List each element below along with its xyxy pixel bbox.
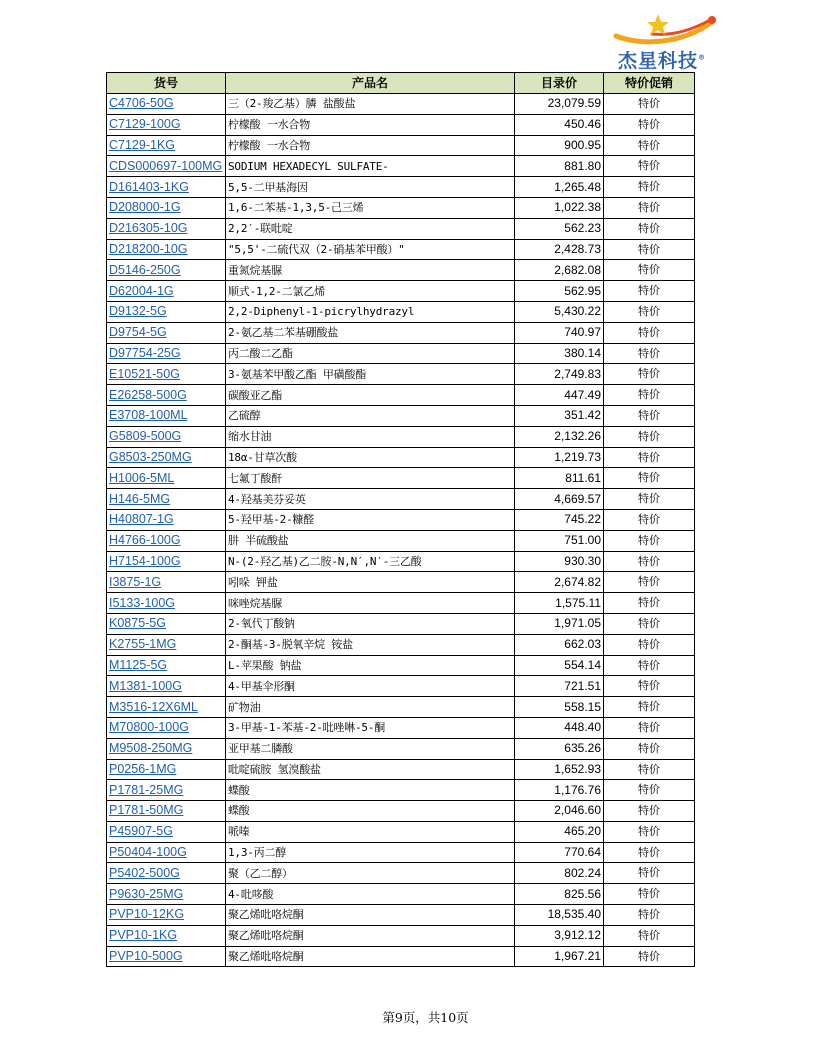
catalog-price: 721.51: [515, 676, 604, 697]
catalog-price: 1,967.21: [515, 946, 604, 967]
product-code-link[interactable]: D97754-25G: [107, 343, 226, 364]
table-row: [107, 281, 695, 302]
catalog-price: 881.80: [515, 156, 604, 177]
product-code-link[interactable]: H7154-100G: [107, 551, 226, 572]
catalog-price: 2,674.82: [515, 572, 604, 593]
table-row: [107, 489, 695, 510]
promotion-label: 特价: [604, 946, 695, 967]
catalog-price: 4,669.57: [515, 489, 604, 510]
product-name: 蝶酸: [226, 801, 515, 822]
promotion-label: 特价: [604, 842, 695, 863]
product-code-link[interactable]: E10521-50G: [107, 364, 226, 385]
promotion-label: 特价: [604, 530, 695, 551]
promotion-label: 特价: [604, 135, 695, 156]
table-row: [107, 551, 695, 572]
catalog-price: 751.00: [515, 530, 604, 551]
product-code-link[interactable]: M9508-250MG: [107, 738, 226, 759]
promotion-label: 特价: [604, 405, 695, 426]
table-row: [107, 613, 695, 634]
product-name: 矿物油: [226, 697, 515, 718]
promotion-label: 特价: [604, 863, 695, 884]
table-row: [107, 697, 695, 718]
logo-swoosh-icon: [612, 8, 722, 48]
product-code-link[interactable]: E26258-500G: [107, 385, 226, 406]
catalog-price: 2,682.08: [515, 260, 604, 281]
product-name: 丙二酸二乙酯: [226, 343, 515, 364]
product-code-link[interactable]: D218200-10G: [107, 239, 226, 260]
catalog-price: 1,265.48: [515, 177, 604, 198]
product-code-link[interactable]: PVP10-1KG: [107, 925, 226, 946]
promotion-label: 特价: [604, 322, 695, 343]
product-code-link[interactable]: G8503-250MG: [107, 447, 226, 468]
promotion-label: 特价: [604, 343, 695, 364]
product-name: 2,2-Diphenyl-1-picrylhydrazyl: [226, 301, 515, 322]
promotion-label: 特价: [604, 655, 695, 676]
promotion-label: 特价: [604, 738, 695, 759]
promotion-label: 特价: [604, 717, 695, 738]
header-promotion: 特价促销: [604, 73, 695, 94]
promotion-label: 特价: [604, 468, 695, 489]
product-name: 肼 半硫酸盐: [226, 530, 515, 551]
catalog-price: 1,176.76: [515, 780, 604, 801]
promotion-label: 特价: [604, 509, 695, 530]
catalog-price: 825.56: [515, 884, 604, 905]
promotion-label: 特价: [604, 301, 695, 322]
promotion-label: 特价: [604, 613, 695, 634]
promotion-label: 特价: [604, 260, 695, 281]
product-name: 18α-甘草次酸: [226, 447, 515, 468]
catalog-price: 745.22: [515, 509, 604, 530]
promotion-label: 特价: [604, 572, 695, 593]
product-name: 吡啶硫胺 氢溴酸盐: [226, 759, 515, 780]
table-row: [107, 468, 695, 489]
product-code-link[interactable]: D216305-10G: [107, 218, 226, 239]
table-row: [107, 738, 695, 759]
product-name: 七氟丁酸酐: [226, 468, 515, 489]
table-row: [107, 364, 695, 385]
promotion-label: 特价: [604, 114, 695, 135]
product-code-link[interactable]: I3875-1G: [107, 572, 226, 593]
table-row: [107, 780, 695, 801]
product-code-link[interactable]: H4766-100G: [107, 530, 226, 551]
table-row: [107, 385, 695, 406]
catalog-price: 2,046.60: [515, 801, 604, 822]
table-row: [107, 260, 695, 281]
catalog-price: 635.26: [515, 738, 604, 759]
product-code-link[interactable]: E3708-100ML: [107, 405, 226, 426]
product-name: 4-甲基伞形酮: [226, 676, 515, 697]
promotion-label: 特价: [604, 281, 695, 302]
catalog-price: 802.24: [515, 863, 604, 884]
product-code-link[interactable]: M1125-5G: [107, 655, 226, 676]
table-row: [107, 156, 695, 177]
catalog-price: 811.61: [515, 468, 604, 489]
product-name: 三（2-羧乙基）膦 盐酸盐: [226, 94, 515, 115]
table-row: [107, 842, 695, 863]
product-name: 2,2′-联吡啶: [226, 218, 515, 239]
table-row: [107, 759, 695, 780]
promotion-label: 特价: [604, 925, 695, 946]
table-row: [107, 925, 695, 946]
catalog-price: 23,079.59: [515, 94, 604, 115]
product-name: 碳酸亚乙酯: [226, 385, 515, 406]
table-row: [107, 322, 695, 343]
header-code: 货号: [107, 73, 226, 94]
table-row: [107, 94, 695, 115]
promotion-label: 特价: [604, 634, 695, 655]
table-row: [107, 426, 695, 447]
product-name: "5,5'-二硫代双（2-硝基苯甲酸）": [226, 239, 515, 260]
promotion-label: 特价: [604, 801, 695, 822]
catalog-price: 3,912.12: [515, 925, 604, 946]
product-code-link[interactable]: G5809-500G: [107, 426, 226, 447]
table-row: [107, 177, 695, 198]
table-row: [107, 717, 695, 738]
product-name: 柠檬酸 一水合物: [226, 114, 515, 135]
table-row: [107, 905, 695, 926]
catalog-price: 447.49: [515, 385, 604, 406]
catalog-price: 1,652.93: [515, 759, 604, 780]
product-code-link[interactable]: P1781-25MG: [107, 780, 226, 801]
product-code-link[interactable]: P1781-50MG: [107, 801, 226, 822]
product-name: 聚乙烯吡咯烷酮: [226, 946, 515, 967]
table-row: [107, 884, 695, 905]
product-code-link[interactable]: P9630-25MG: [107, 884, 226, 905]
product-code-link[interactable]: H40807-1G: [107, 509, 226, 530]
catalog-price: 18,535.40: [515, 905, 604, 926]
catalog-price: 1,971.05: [515, 613, 604, 634]
catalog-price: 450.46: [515, 114, 604, 135]
product-code-link[interactable]: D208000-1G: [107, 197, 226, 218]
table-row: [107, 593, 695, 614]
catalog-price: 900.95: [515, 135, 604, 156]
product-code-link[interactable]: K0875-5G: [107, 613, 226, 634]
table-row: [107, 343, 695, 364]
product-code-link[interactable]: D5146-250G: [107, 260, 226, 281]
promotion-label: 特价: [604, 94, 695, 115]
product-name: 重氮烷基脲: [226, 260, 515, 281]
page-number: 第9页，共10页: [382, 1010, 469, 1025]
product-name: 聚乙烯吡咯烷酮: [226, 905, 515, 926]
product-code-link[interactable]: C7129-100G: [107, 114, 226, 135]
product-name: 顺式-1,2-二氯乙烯: [226, 281, 515, 302]
table-row: [107, 239, 695, 260]
table-body: [107, 94, 695, 967]
promotion-label: 特价: [604, 676, 695, 697]
table-row: [107, 946, 695, 967]
catalog-price: 465.20: [515, 821, 604, 842]
catalog-price: 2,132.26: [515, 426, 604, 447]
table-row: [107, 821, 695, 842]
product-name: 5-羟甲基-2-糠醛: [226, 509, 515, 530]
product-name: 1,6-二苯基-1,3,5-己三烯: [226, 197, 515, 218]
product-code-link[interactable]: C7129-1KG: [107, 135, 226, 156]
promotion-label: 特价: [604, 197, 695, 218]
product-code-link[interactable]: PVP10-12KG: [107, 905, 226, 926]
product-code-link[interactable]: D9754-5G: [107, 322, 226, 343]
promotion-label: 特价: [604, 364, 695, 385]
product-name: 聚（乙二醇）: [226, 863, 515, 884]
catalog-price: 554.14: [515, 655, 604, 676]
product-name: 乙硫醇: [226, 405, 515, 426]
header-product-name: 产品名: [226, 73, 515, 94]
table-row: [107, 530, 695, 551]
product-name: 咪唑烷基脲: [226, 593, 515, 614]
catalog-price: 448.40: [515, 717, 604, 738]
promotion-label: 特价: [604, 759, 695, 780]
table-row: [107, 301, 695, 322]
catalog-price: 562.95: [515, 281, 604, 302]
product-name: 缩水甘油: [226, 426, 515, 447]
catalog-price: 2,749.83: [515, 364, 604, 385]
table-header-row: [107, 73, 695, 94]
product-name: 2-氨乙基二苯基硼酸盐: [226, 322, 515, 343]
promotion-label: 特价: [604, 426, 695, 447]
logo-text: 杰星科技®: [618, 50, 707, 72]
product-code-link[interactable]: PVP10-500G: [107, 946, 226, 967]
catalog-price: 740.97: [515, 322, 604, 343]
promotion-label: 特价: [604, 177, 695, 198]
product-code-link[interactable]: H1006-5ML: [107, 468, 226, 489]
table-row: [107, 218, 695, 239]
product-code-link[interactable]: M3516-12X6ML: [107, 697, 226, 718]
promotion-label: 特价: [604, 884, 695, 905]
product-name: 5,5-二甲基海因: [226, 177, 515, 198]
catalog-price: 351.42: [515, 405, 604, 426]
table-row: [107, 405, 695, 426]
table-row: [107, 447, 695, 468]
product-name: 4-羟基美芬妥英: [226, 489, 515, 510]
product-code-link[interactable]: P5402-500G: [107, 863, 226, 884]
product-name: 2-酮基-3-脱氧辛烷 铵盐: [226, 634, 515, 655]
table-row: [107, 801, 695, 822]
catalog-price: 380.14: [515, 343, 604, 364]
promotion-label: 特价: [604, 218, 695, 239]
table-row: [107, 197, 695, 218]
promotion-label: 特价: [604, 489, 695, 510]
product-name: 柠檬酸 一水合物: [226, 135, 515, 156]
product-code-link[interactable]: D161403-1KG: [107, 177, 226, 198]
promotion-label: 特价: [604, 697, 695, 718]
product-code-link[interactable]: K2755-1MG: [107, 634, 226, 655]
product-name: 3-氨基苯甲酸乙酯 甲磺酸酯: [226, 364, 515, 385]
product-code-link[interactable]: D9132-5G: [107, 301, 226, 322]
product-name: 1,3-丙二醇: [226, 842, 515, 863]
product-code-link[interactable]: C4706-50G: [107, 94, 226, 115]
product-name: 2-氧代丁酸钠: [226, 613, 515, 634]
product-code-link[interactable]: H146-5MG: [107, 489, 226, 510]
product-name: N-(2-羟乙基)乙二胺-N,N′,N′-三乙酸: [226, 551, 515, 572]
catalog-price: 930.30: [515, 551, 604, 572]
table-row: [107, 572, 695, 593]
promotion-label: 特价: [604, 905, 695, 926]
table-row: [107, 863, 695, 884]
product-name: 蝶酸: [226, 780, 515, 801]
promotion-label: 特价: [604, 551, 695, 572]
product-code-link[interactable]: P45907-5G: [107, 821, 226, 842]
promotion-label: 特价: [604, 821, 695, 842]
product-name: 聚乙烯吡咯烷酮: [226, 925, 515, 946]
catalog-price: 5,430.22: [515, 301, 604, 322]
table-row: [107, 655, 695, 676]
product-name: 3-甲基-1-苯基-2-吡唑啉-5-酮: [226, 717, 515, 738]
product-code-link[interactable]: P0256-1MG: [107, 759, 226, 780]
catalog-price: 1,575.11: [515, 593, 604, 614]
product-name: 哌嗪: [226, 821, 515, 842]
product-name: SODIUM HEXADECYL SULFATE-: [226, 156, 515, 177]
price-table: [106, 72, 695, 967]
product-name: 4-吡哆酸: [226, 884, 515, 905]
header-catalog-price: 目录价: [515, 73, 604, 94]
promotion-label: 特价: [604, 593, 695, 614]
catalog-price: 662.03: [515, 634, 604, 655]
promotion-label: 特价: [604, 156, 695, 177]
product-code-link[interactable]: M1381-100G: [107, 676, 226, 697]
table-row: [107, 509, 695, 530]
promotion-label: 特价: [604, 239, 695, 260]
catalog-price: 1,219.73: [515, 447, 604, 468]
table-row: [107, 135, 695, 156]
product-name: 吲哚 钾盐: [226, 572, 515, 593]
product-code-link[interactable]: CDS000697-100MG: [107, 156, 226, 177]
product-code-link[interactable]: P50404-100G: [107, 842, 226, 863]
table-row: [107, 634, 695, 655]
promotion-label: 特价: [604, 447, 695, 468]
catalog-price: 2,428.73: [515, 239, 604, 260]
product-name: 亚甲基二膦酸: [226, 738, 515, 759]
product-name: L-苹果酸 钠盐: [226, 655, 515, 676]
product-code-link[interactable]: I5133-100G: [107, 593, 226, 614]
catalog-price: 562.23: [515, 218, 604, 239]
catalog-price: 770.64: [515, 842, 604, 863]
catalog-price: 558.15: [515, 697, 604, 718]
company-logo: [612, 8, 722, 72]
product-code-link[interactable]: M70800-100G: [107, 717, 226, 738]
table-row: [107, 114, 695, 135]
promotion-label: 特价: [604, 385, 695, 406]
table-row: [107, 676, 695, 697]
catalog-price: 1,022.38: [515, 197, 604, 218]
promotion-label: 特价: [604, 780, 695, 801]
product-code-link[interactable]: D62004-1G: [107, 281, 226, 302]
